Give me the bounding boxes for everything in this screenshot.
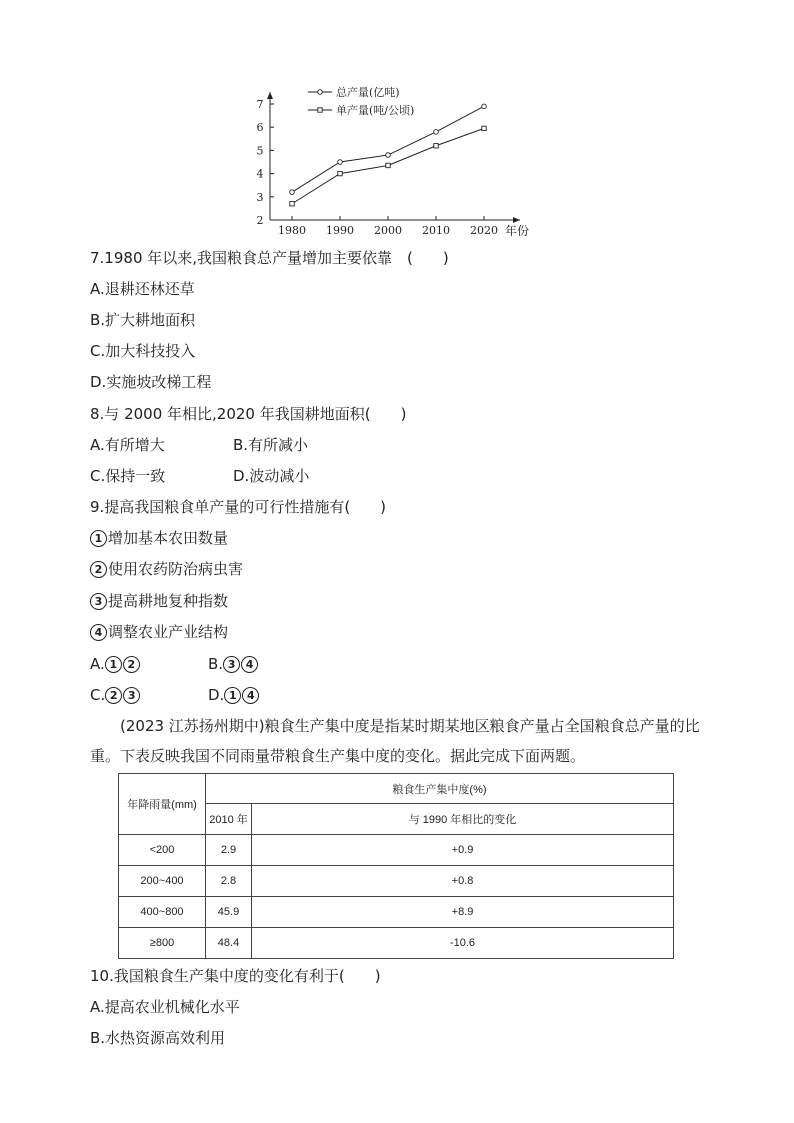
option-letter: A. [90, 655, 105, 673]
q9-option-b[interactable] [208, 654, 259, 674]
intro-paragraph: (2023 江苏扬州期中)粮食生产集中度是指某时期某地区粮食产量占全国粮食总产量的比重。下表反映我国不同雨量带粮食生产集中度的变化。据此完成下面两题。 [90, 717, 700, 765]
x-tick-label: 2020 [470, 224, 498, 237]
q9-item-text: 提高耕地复种指数 [108, 592, 229, 610]
cell-2010: 2.9 [206, 835, 252, 866]
circled-number: 4 [242, 687, 259, 704]
q9-item-4 [90, 622, 228, 642]
x-tick-label: 1990 [326, 224, 354, 237]
q7-option-a[interactable]: A.退耕还林还草 [90, 280, 195, 298]
option-letter: D. [208, 686, 225, 704]
cell-2010: 2.8 [206, 866, 252, 897]
q8-stem: 8.与 2000 年相比,2020 年我国耕地面积( ) [90, 405, 407, 423]
circled-number: 3 [123, 687, 140, 704]
table-row [119, 835, 674, 866]
x-axis-arrow [513, 217, 520, 223]
y-tick-label: 3 [256, 190, 264, 204]
circled-number: 4 [90, 624, 107, 641]
q9-option-c[interactable] [90, 685, 141, 705]
header-rainfall: 年降雨量(mm) [119, 774, 206, 835]
line-chart [250, 78, 550, 243]
circled-number: 1 [105, 656, 122, 673]
q10-stem: 10.我国粮食生产集中度的变化有利于( ) [90, 967, 381, 985]
cell-rainfall: ≥800 [119, 928, 206, 959]
q9-option-d[interactable] [208, 685, 260, 705]
x-tick-label: 2000 [374, 224, 402, 237]
data-point [386, 153, 391, 158]
header-2010: 2010 年 [206, 804, 252, 835]
cell-change: +0.9 [252, 835, 674, 866]
x-axis-label: 年份 [505, 224, 530, 238]
data-point [482, 126, 486, 130]
q9-item-text: 增加基本农田数量 [108, 529, 229, 547]
data-point [290, 190, 295, 195]
y-tick-label: 5 [256, 144, 264, 158]
q9-item-2 [90, 559, 243, 579]
cell-2010: 48.4 [206, 928, 252, 959]
table-row [119, 866, 674, 897]
data-point [386, 163, 390, 167]
rainfall-concentration-table [118, 773, 674, 959]
cell-change: +0.8 [252, 866, 674, 897]
circled-number: 4 [241, 656, 258, 673]
legend-marker [318, 108, 322, 112]
data-point [338, 171, 342, 175]
header-concentration: 粮食生产集中度(%) [206, 774, 674, 804]
legend-label: 总产量(亿吨) [336, 86, 400, 99]
y-axis-arrow [267, 92, 273, 99]
cell-rainfall: 400~800 [119, 897, 206, 928]
circled-number: 1 [90, 530, 107, 547]
cell-change: -10.6 [252, 928, 674, 959]
q9-item-3 [90, 591, 228, 611]
option-letter: C. [90, 686, 106, 704]
legend-marker [318, 90, 323, 95]
q8-option-a[interactable]: A.有所增大 [90, 436, 165, 454]
q9-option-a[interactable] [90, 654, 141, 674]
circled-number: 3 [223, 656, 240, 673]
x-tick-label: 1980 [278, 224, 306, 237]
q8-option-d[interactable]: D.波动减小 [233, 467, 310, 485]
q8-option-c[interactable]: C.保持一致 [90, 467, 166, 485]
y-tick-label: 2 [256, 214, 264, 227]
series-line [292, 106, 484, 192]
grain-production-chart [250, 78, 550, 243]
q7-option-b[interactable]: B.扩大耕地面积 [90, 311, 196, 329]
data-point [338, 160, 343, 165]
y-tick-label: 7 [256, 98, 264, 111]
y-tick-label: 4 [256, 167, 264, 181]
q9-stem: 9.提高我国粮食单产量的可行性措施有( ) [90, 498, 387, 516]
legend-label: 单产量(吨/公顷) [336, 104, 415, 117]
circled-number: 2 [90, 561, 107, 578]
q7-option-d[interactable]: D.实施坡改梯工程 [90, 373, 212, 391]
cell-rainfall: 200~400 [119, 866, 206, 897]
q7-option-c[interactable]: C.加大科技投入 [90, 342, 196, 360]
q8-option-b[interactable]: B.有所减小 [233, 436, 309, 454]
cell-change: +8.9 [252, 897, 674, 928]
q10-option-a[interactable]: A.提高农业机械化水平 [90, 998, 240, 1016]
data-point [434, 130, 439, 135]
circled-number: 3 [90, 593, 107, 610]
cell-rainfall: <200 [119, 835, 206, 866]
data-point [434, 144, 438, 148]
cell-2010: 45.9 [206, 897, 252, 928]
q9-item-text: 调整农业产业结构 [108, 623, 229, 641]
data-point [482, 104, 487, 109]
data-point [290, 202, 294, 206]
q7-stem: 7.1980 年以来,我国粮食总产量增加主要依靠 ( ) [90, 249, 449, 267]
circled-number: 2 [123, 656, 140, 673]
header-change: 与 1990 年相比的变化 [252, 804, 674, 835]
circled-number: 1 [224, 687, 241, 704]
q9-item-1 [90, 528, 228, 548]
table-row [119, 928, 674, 959]
circled-number: 2 [105, 687, 122, 704]
option-letter: B. [208, 655, 224, 673]
table-row [119, 897, 674, 928]
x-tick-label: 2010 [422, 224, 450, 237]
q9-item-text: 使用农药防治病虫害 [108, 560, 244, 578]
q10-option-b[interactable]: B.水热资源高效利用 [90, 1029, 226, 1047]
y-tick-label: 6 [256, 121, 264, 135]
